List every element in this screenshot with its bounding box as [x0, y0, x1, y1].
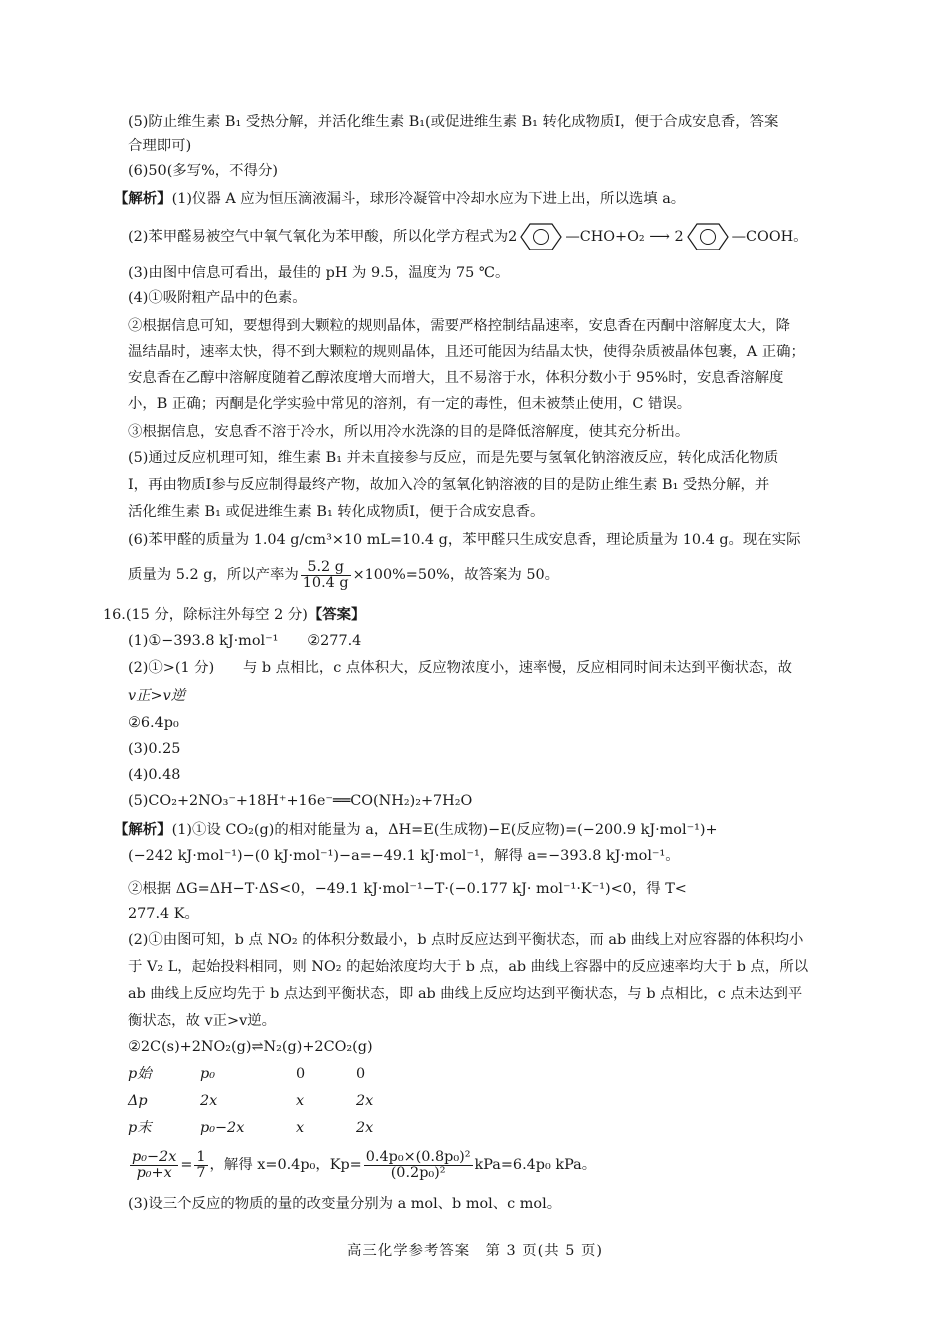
- line-q16-j4: 277.4 K。: [128, 906, 199, 922]
- fraction-ratio: [130, 1150, 178, 1181]
- line-q15-a4: (4)①吸附粗产品中的色素。: [128, 290, 307, 306]
- table-cell: x: [296, 1120, 305, 1136]
- line-q15-a5-3: 活化维生素 B₁ 或促进维生素 B₁ 转化成物质Ⅰ，便于合成安息香。: [128, 504, 545, 520]
- line-q15-a6: (6)苯甲醛的质量为 1.04 g/cm³×10 mL=10.4 g，苯甲醛只生成安息香，理论质量为 10.4 g。现在实际: [128, 532, 801, 548]
- line-q16-a4: (4)0.48: [128, 767, 181, 783]
- line-q16-a5: (5)CO₂+2NO₃⁻+18H⁺+16e⁻══CO(NH₂)₂+7H₂O: [128, 793, 473, 809]
- line-q15-a5-2: Ⅰ，再由物质Ⅰ参与反应制得最终产物，故加入冷的氢氧化钠溶液的目的是防止维生素 B₁ 受热分解，并: [128, 477, 770, 493]
- line-q16-j5: (2)①由图可知，b 点 NO₂ 的体积分数最小，b 点时反应达到平衡状态，而 ab 曲线上对应容器的体积均小: [128, 932, 804, 948]
- equation-text-a: (2)苯甲醛易被空气中氧气氧化为苯甲酸，所以化学方程式为2: [128, 229, 518, 245]
- fraction-numerator: p₀−2x: [132, 1148, 177, 1165]
- kp-text-end: kPa=6.4p₀ kPa。: [474, 1157, 597, 1173]
- line-q16-a3: (3)0.25: [128, 741, 181, 757]
- benzene-ring-icon: [519, 222, 563, 250]
- line-kp-derivation: [128, 1145, 852, 1185]
- analysis-16-text: (1)①设 CO₂(g)的相对能量为 a，ΔH=E(生成物)−E(反应物)=(−200.9 kJ·mol⁻¹)+: [171, 822, 718, 838]
- table-cell: 0: [356, 1066, 366, 1082]
- fraction-denominator: 7: [196, 1164, 206, 1181]
- line-q15-a4-2: ②根据信息可知，要想得到大颗粒的规则晶体，需要严格控制结晶速率，安息香在丙酮中溶解度太大，降: [128, 318, 790, 334]
- table-cell: p始: [128, 1066, 152, 1082]
- line-q15-a4-5: 小，B 正确；丙酮是化学实验中常见的溶剂，有一定的毒性，但未被禁止使用，C 错误。: [128, 396, 692, 412]
- line-q16-a2-2: ②6.4p₀: [128, 715, 179, 731]
- line-q16-analysis: [114, 820, 838, 840]
- line-q15-6: (6)50(多写%，不得分): [128, 163, 278, 179]
- line-q15-a4-4: 安息香在乙醇中溶解度随着乙醇浓度增大而增大，且不易溶于水，体积分数小于 95%时，安息香溶解度: [128, 370, 784, 386]
- line-q16-j6: 于 V₂ L，起始投料相同，则 NO₂ 的起始浓度均大于 b 点，ab 曲线上容器中的反应速率均大于 b 点，所以: [128, 959, 809, 975]
- line-q15-5: (5)防止维生素 B₁ 受热分解，并活化维生素 B₁(或促进维生素 B₁ 转化成物质Ⅰ，便于合成安息香，答案: [128, 114, 779, 130]
- line-q16-a2: (2)①>(1 分) 与 b 点相比，c 点体积大，反应物浓度小，速率慢，反应相同时间未达到平衡状态，故: [128, 660, 793, 676]
- line-q16-j3: ②根据 ΔG=ΔH−T·ΔS<0，−49.1 kJ·mol⁻¹−T·(−0.177 kJ· mol⁻¹·K⁻¹)<0，得 T<: [128, 881, 687, 897]
- table-cell: 2x: [356, 1093, 374, 1109]
- table-cell: p₀: [200, 1066, 215, 1082]
- fraction-denominator: p₀+x: [136, 1164, 172, 1181]
- line-yield: [128, 556, 852, 594]
- line-q15-a5: (5)通过反应机理可知，维生素 B₁ 并未直接参与反应，而是先要与氢氧化钠溶液反应，转化成活化物质: [128, 450, 779, 466]
- answer-tag: 【答案】: [307, 606, 366, 623]
- analysis-tag-16: 【解析】: [114, 821, 172, 838]
- fraction-denominator: (0.2p₀)²: [390, 1164, 446, 1181]
- line-q16-j2: (−242 kJ·mol⁻¹)−(0 kJ·mol⁻¹)−a=−49.1 kJ·mol⁻¹，解得 a=−393.8 kJ·mol⁻¹。: [128, 848, 680, 864]
- equation-text-b: —CHO+O₂ ⟶ 2: [565, 229, 684, 245]
- table-cell: 2x: [200, 1093, 218, 1109]
- equals-sign: =: [180, 1157, 193, 1173]
- fraction-kp: [364, 1150, 473, 1181]
- line-q16-a2-cont: v正>v逆: [128, 688, 186, 704]
- line-analysis-1: [114, 189, 838, 209]
- table-cell: p₀−2x: [200, 1120, 245, 1136]
- analysis-tag: 【解析】: [114, 190, 172, 207]
- fraction-seventh: [194, 1150, 207, 1181]
- yield-text-b: ×100%=50%，故答案为 50。: [352, 567, 560, 583]
- fraction-numerator: 1: [196, 1148, 206, 1165]
- line-q15-a4-3: 温结晶时，速率太快，得不到大颗粒的规则晶体，且还可能因为结晶太快，使得杂质被晶体包裹，A 正确；: [128, 344, 805, 360]
- yield-denominator: 10.4 g: [302, 574, 349, 591]
- yield-text-a: 质量为 5.2 g，所以产率为: [128, 567, 299, 583]
- line-q15-a4-6: ③根据信息，安息香不溶于冷水，所以用冷水洗涤的目的是降低溶解度，使其充分析出。: [128, 424, 690, 440]
- fraction-numerator: 0.4p₀×(0.8p₀)²: [365, 1148, 471, 1165]
- benzene-ring-icon: [686, 222, 730, 250]
- table-cell: p末: [128, 1120, 152, 1136]
- line-q16-header: [103, 605, 827, 625]
- line-q16-j10: (3)设三个反应的物质的量的改变量分别为 a mol、b mol、c mol。: [128, 1196, 562, 1212]
- table-cell: x: [296, 1093, 305, 1109]
- line-q16-j8: 衡状态，故 v正>v逆。: [128, 1013, 277, 1029]
- table-cell: 0: [296, 1066, 306, 1082]
- line-q16-j7: ab 曲线上反应均先于 b 点达到平衡状态，即 ab 曲线上反应均达到平衡状态，与 b 点相比，c 点未达到平: [128, 986, 803, 1002]
- analysis-text: (1)仪器 A 应为恒压滴液漏斗，球形冷凝管中冷却水应为下进上出，所以选填 a。: [171, 191, 686, 207]
- yield-numerator: 5.2 g: [301, 560, 351, 576]
- q16-title: 16.(15 分，除标注外每空 2 分): [103, 607, 308, 623]
- kp-text-mid: ，解得 x=0.4p₀，Kp=: [209, 1157, 362, 1173]
- table-cell: 2x: [356, 1120, 374, 1136]
- line-q16-a1: (1)①−393.8 kJ·mol⁻¹ ②277.4: [128, 633, 362, 649]
- page-footer: 高三化学参考答案 第 3 页(共 5 页): [347, 1243, 603, 1259]
- equation-text-c: —COOH。: [731, 229, 808, 245]
- table-cell: Δp: [128, 1093, 148, 1109]
- line-equation: [128, 222, 852, 250]
- line-q15-5-cont: 合理即可): [128, 138, 192, 154]
- line-q16-j9: ②2C(s)+2NO₂(g)⇌N₂(g)+2CO₂(g): [128, 1039, 373, 1055]
- line-q15-a3: (3)由图中信息可看出，最佳的 pH 为 9.5，温度为 75 ℃。: [128, 265, 510, 281]
- yield-fraction: [301, 560, 351, 591]
